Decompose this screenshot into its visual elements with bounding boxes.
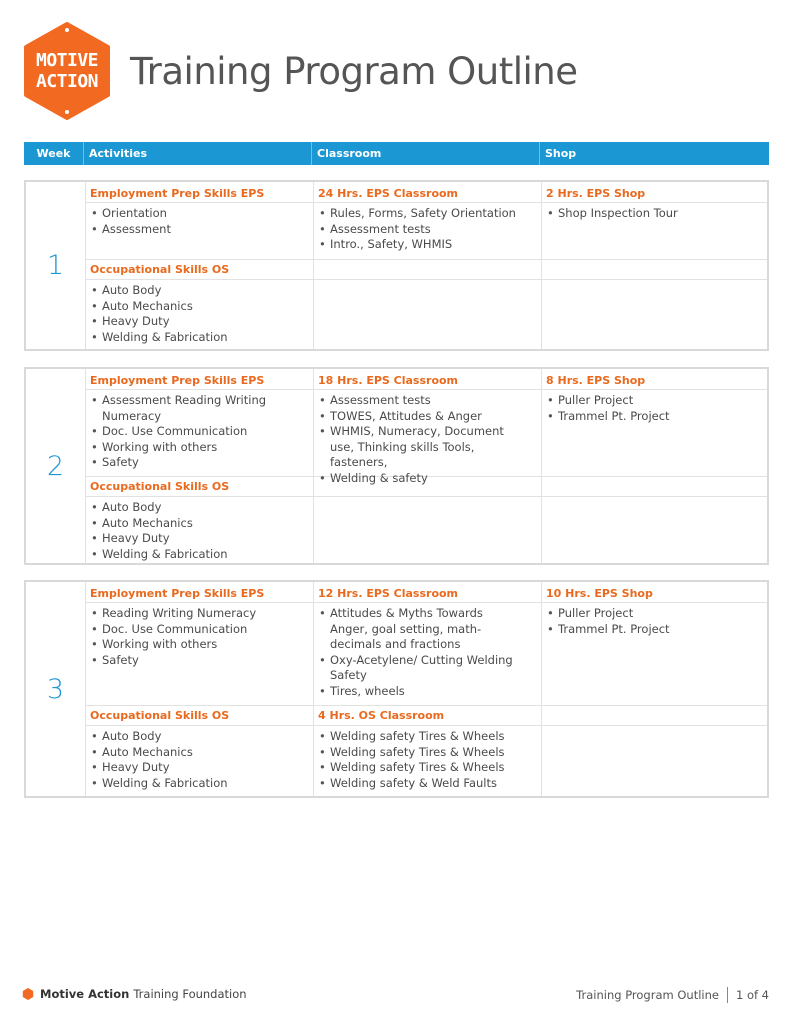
- week-number: 2: [46, 450, 65, 482]
- classroom-heading: 24 Hrs. EPS Classroom: [318, 187, 459, 200]
- list-item: • Shop Inspection Tour: [546, 206, 766, 222]
- list-item: • Auto Mechanics: [90, 516, 310, 532]
- list-item: • Heavy Duty: [90, 531, 310, 547]
- list-item: • Welding safety Tires & Wheels: [318, 745, 538, 761]
- eps-shop-list: [546, 393, 766, 424]
- logo-text: [22, 50, 112, 92]
- footer-doc-info: [576, 987, 769, 1003]
- eps-activities-list: [90, 393, 290, 471]
- list-item: • Working with others: [90, 637, 310, 653]
- eps-activities-list: [90, 206, 310, 237]
- header-shop: Shop: [539, 142, 769, 165]
- eps-classroom-list: [318, 206, 538, 253]
- os-classroom-heading: 4 Hrs. OS Classroom: [318, 709, 445, 722]
- list-item: • Attitudes & Myths Towards Anger, goal setting, math- decimals and fractions: [318, 606, 524, 653]
- list-item: • Assessment Reading Writing Numeracy: [90, 393, 290, 424]
- page-number: 1 of 4: [735, 988, 769, 1002]
- list-item: • Safety: [90, 653, 310, 669]
- footer-brand: [22, 987, 247, 1001]
- list-item: • Welding safety Tires & Wheels: [318, 729, 538, 745]
- eps-heading: Employment Prep Skills EPS: [90, 374, 265, 387]
- logo-line1: MOTIVE: [35, 50, 99, 71]
- footer-doc-title: Training Program Outline: [576, 988, 719, 1002]
- list-item: • Welding & safety: [318, 471, 530, 487]
- header-activities: Activities: [83, 142, 311, 165]
- hexagon-bullet-icon: [22, 988, 34, 1000]
- footer-brand-rest: Training Foundation: [133, 987, 247, 1001]
- footer-brand-bold: Motive Action: [40, 987, 130, 1001]
- list-item: • Auto Body: [90, 500, 310, 516]
- list-item: • Assessment: [90, 222, 310, 238]
- shop-heading: 10 Hrs. EPS Shop: [546, 587, 653, 600]
- list-item: • Assessment tests: [318, 393, 530, 409]
- week-block-3: [24, 580, 769, 798]
- logo-line2: ACTION: [35, 71, 99, 92]
- os-classroom-list: [318, 729, 538, 791]
- os-activities-list: [90, 283, 310, 345]
- list-item: • Auto Body: [90, 283, 310, 299]
- os-heading: Occupational Skills OS: [90, 263, 230, 276]
- list-item: • Puller Project: [546, 606, 766, 622]
- list-item: • Heavy Duty: [90, 760, 310, 776]
- eps-shop-list: [546, 206, 766, 222]
- list-item: • Orientation: [90, 206, 310, 222]
- list-item: • Working with others: [90, 440, 290, 456]
- classroom-heading: 18 Hrs. EPS Classroom: [318, 374, 459, 387]
- eps-shop-list: [546, 606, 766, 637]
- header-classroom: Classroom: [311, 142, 539, 165]
- page-title: Training Program Outline: [130, 50, 578, 93]
- os-activities-list: [90, 729, 310, 791]
- list-item: • Trammel Pt. Project: [546, 622, 766, 638]
- eps-classroom-list: [318, 393, 530, 487]
- classroom-heading: 12 Hrs. EPS Classroom: [318, 587, 459, 600]
- list-item: • Heavy Duty: [90, 314, 310, 330]
- eps-activities-list: [90, 606, 310, 668]
- eps-heading: Employment Prep Skills EPS: [90, 587, 265, 600]
- list-item: • Rules, Forms, Safety Orientation: [318, 206, 538, 222]
- list-item: • Welding safety Tires & Wheels: [318, 760, 538, 776]
- list-item: • Trammel Pt. Project: [546, 409, 766, 425]
- list-item: • Doc. Use Communication: [90, 424, 290, 440]
- week-block-2: [24, 367, 769, 565]
- os-heading: Occupational Skills OS: [90, 709, 230, 722]
- list-item: • Puller Project: [546, 393, 766, 409]
- shop-heading: 8 Hrs. EPS Shop: [546, 374, 646, 387]
- list-item: • Assessment tests: [318, 222, 538, 238]
- week-block-1: [24, 180, 769, 351]
- list-item: • Oxy-Acetylene/ Cutting Welding Safety: [318, 653, 524, 684]
- list-item: • Auto Body: [90, 729, 310, 745]
- list-item: • Safety: [90, 455, 290, 471]
- header-week: Week: [36, 147, 71, 160]
- list-item: • TOWES, Attitudes & Anger: [318, 409, 530, 425]
- os-activities-list: [90, 500, 310, 562]
- list-item: • Tires, wheels: [318, 684, 524, 700]
- list-item: • Welding & Fabrication: [90, 776, 310, 792]
- shop-heading: 2 Hrs. EPS Shop: [546, 187, 646, 200]
- list-item: • Auto Mechanics: [90, 745, 310, 761]
- eps-classroom-list: [318, 606, 524, 700]
- eps-heading: Employment Prep Skills EPS: [90, 187, 265, 200]
- list-item: • WHMIS, Numeracy, Document use, Thinking skills Tools, fasteners,: [318, 424, 530, 471]
- list-item: • Intro., Safety, WHMIS: [318, 237, 538, 253]
- list-item: • Welding safety & Weld Faults: [318, 776, 538, 792]
- footer-divider: [727, 987, 728, 1003]
- week-number: 1: [46, 250, 65, 281]
- list-item: • Doc. Use Communication: [90, 622, 310, 638]
- os-heading: Occupational Skills OS: [90, 480, 230, 493]
- table-header: [24, 142, 769, 165]
- week-number: 3: [46, 673, 65, 705]
- logo: [22, 22, 112, 120]
- list-item: • Welding & Fabrication: [90, 547, 310, 563]
- list-item: • Auto Mechanics: [90, 299, 310, 315]
- list-item: • Welding & Fabrication: [90, 330, 310, 346]
- list-item: • Reading Writing Numeracy: [90, 606, 310, 622]
